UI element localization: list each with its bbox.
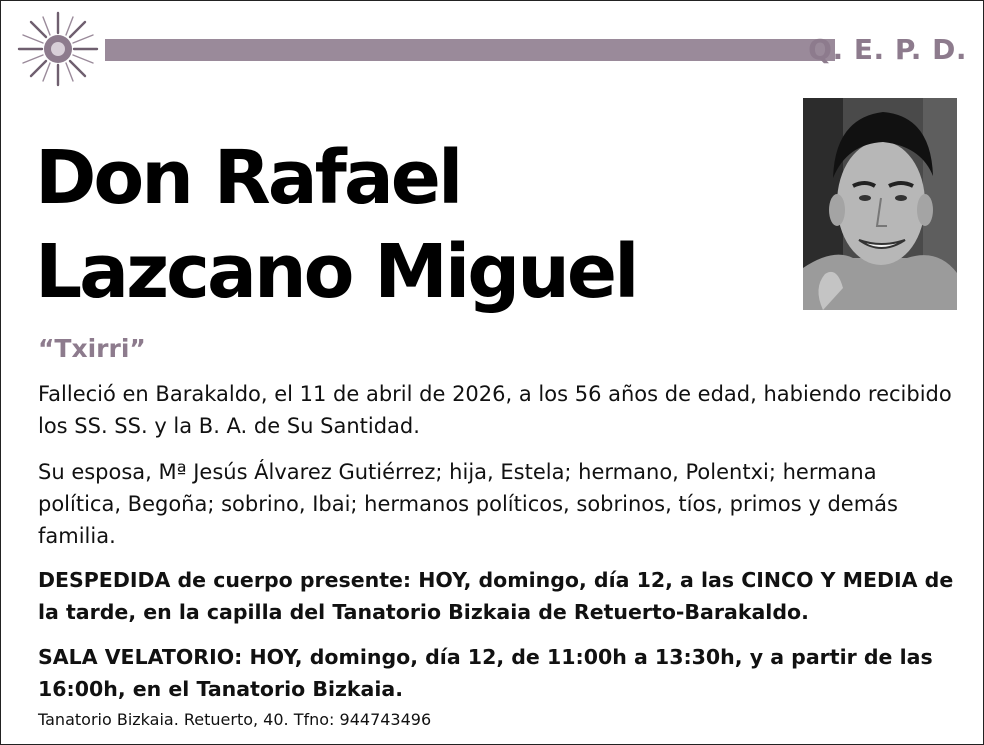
name-line-1: Don Rafael — [35, 135, 461, 221]
cross-emblem-icon — [15, 9, 101, 89]
header-divider-bar — [105, 39, 835, 61]
name-line-2: Lazcano Miguel — [35, 229, 637, 315]
portrait-photo — [803, 98, 957, 310]
funeral-home-contact: Tanatorio Bizkaia. Retuerto, 40. Tfno: 944743496 — [38, 710, 432, 729]
nickname: “Txirri” — [38, 334, 146, 363]
farewell-paragraph: DESPEDIDA de cuerpo presente: HOY, domingo, día 12, a las CINCO Y MEDIA de la tarde, en la capilla del Tanatorio Bizkaia de Retuerto-Barakaldo. — [38, 568, 954, 624]
wake-paragraph: SALA VELATORIO: HOY, domingo, día 12, de 11:00h a 13:30h, y a partir de las 16:00h, en el Tanatorio Bizkaia. — [38, 645, 933, 701]
qepd-heading: Q. E. P. D. — [808, 33, 967, 66]
death-notice-paragraph: Falleció en Barakaldo, el 11 de abril de 2026, a los 56 años de edad, habiendo recibido los SS. SS. y la B. A. de Su Santidad. — [38, 382, 952, 438]
family-paragraph: Su esposa, Mª Jesús Álvarez Gutiérrez; hija, Estela; hermano, Polentxi; hermana política, Begoña; sobrino, Ibai; hermanos políticos, sobrinos, tíos, primos y demás familia. — [38, 460, 898, 548]
deceased-name — [35, 131, 785, 319]
